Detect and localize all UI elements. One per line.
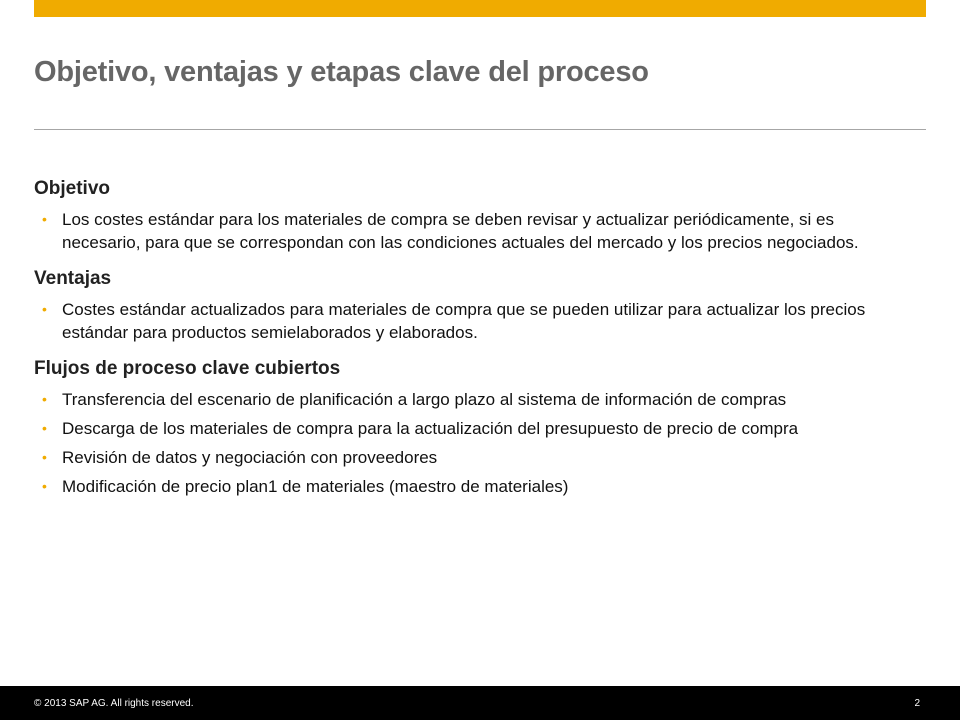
- section-heading: Objetivo: [34, 178, 111, 199]
- list-item: [34, 417, 914, 440]
- section-objetivo: [34, 176, 914, 254]
- bullet-list: [34, 298, 914, 344]
- list-item-text: Costes estándar actualizados para materiales de compra que se pueden utilizar para actualizar los precios estándar para productos semielaborados y elaborados.: [62, 300, 866, 342]
- bullet-icon: •: [42, 391, 47, 407]
- page-number: 2: [914, 698, 920, 709]
- bullet-icon: •: [42, 211, 47, 227]
- list-item-text: Modificación de precio plan1 de materiales (maestro de materiales): [62, 477, 569, 496]
- list-item-text: Transferencia del escenario de planificación a largo plazo al sistema de información de compras: [62, 390, 787, 409]
- list-item-text: Los costes estándar para los materiales de compra se deben revisar y actualizar periódicamente, si es necesario, para que se correspondan con las condiciones actuales del mercado y los precios negociados.: [62, 210, 859, 252]
- list-item: [34, 446, 914, 469]
- list-item: [34, 208, 914, 254]
- list-item: [34, 388, 914, 411]
- section-heading: Flujos de proceso clave cubiertos: [34, 358, 341, 379]
- bullet-icon: •: [42, 420, 47, 436]
- bullet-icon: •: [42, 478, 47, 494]
- bullet-icon: •: [42, 301, 47, 317]
- bullet-list: [34, 388, 914, 498]
- list-item-text: Revisión de datos y negociación con proveedores: [62, 448, 438, 467]
- bullet-list: [34, 208, 914, 254]
- list-item: [34, 298, 914, 344]
- copyright-text: © 2013 SAP AG. All rights reserved.: [34, 698, 194, 709]
- top-accent-bar: [34, 0, 926, 17]
- section-flujos: [34, 356, 914, 498]
- title-divider: [34, 129, 926, 130]
- slide-content: [34, 176, 914, 504]
- list-item-text: Descarga de los materiales de compra para la actualización del presupuesto de precio de compra: [62, 419, 799, 438]
- bullet-icon: •: [42, 449, 47, 465]
- list-item: [34, 475, 914, 498]
- footer-bar: [0, 686, 960, 720]
- page-title: Objetivo, ventajas y etapas clave del proceso: [34, 56, 649, 88]
- section-heading: Ventajas: [34, 268, 112, 289]
- section-ventajas: [34, 266, 914, 344]
